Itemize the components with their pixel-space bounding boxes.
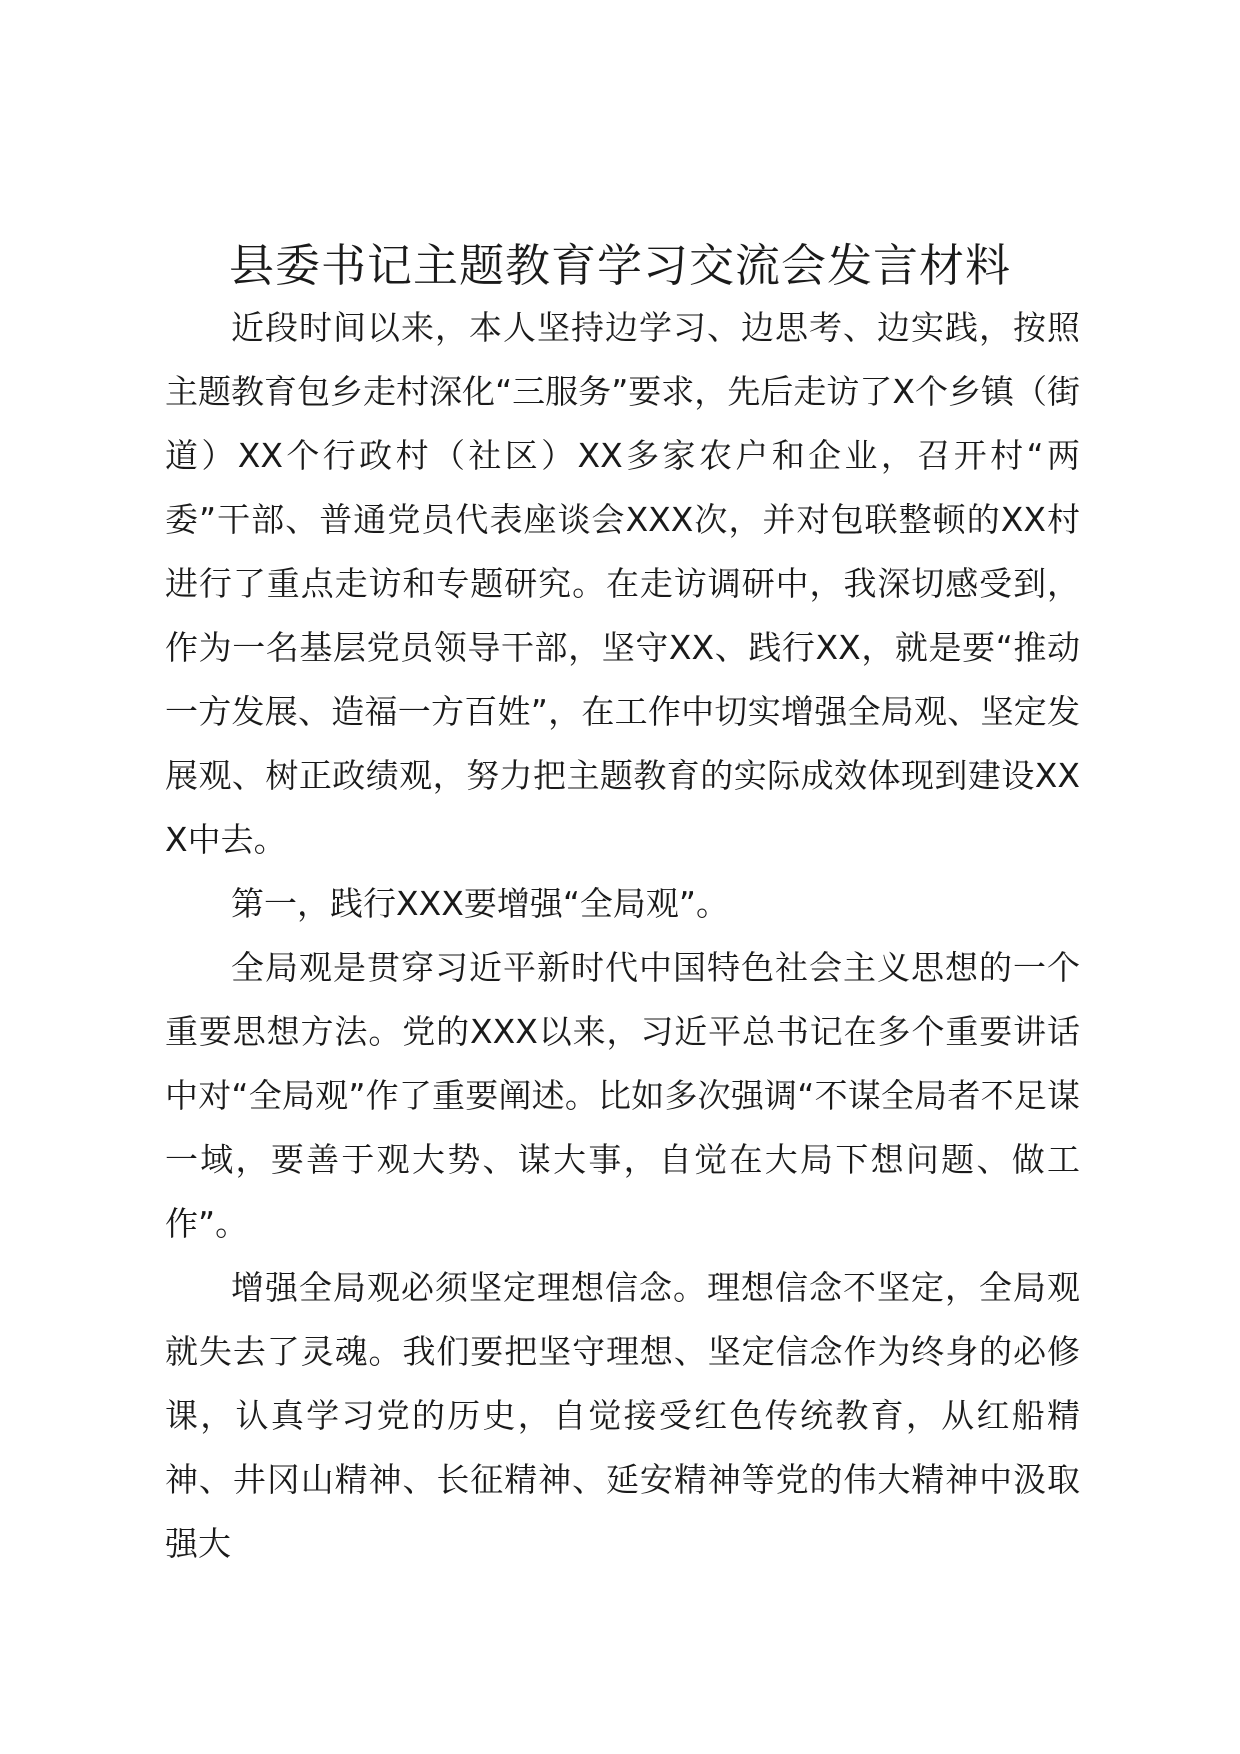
paragraph-global-view: 全局观是贯穿习近平新时代中国特色社会主义思想的一个重要思想方法。党的XXX以来，习近平总书记在多个重要讲话中对“全局观”作了重要阐述。比如多次强调“不谋全局者不足谋一域，要善于观大势、谋大事，自觉在大局下想问题、做工作”。: [165, 948, 1080, 1243]
paragraph-heading-first: 第一，践行XXX要增强“全局观”。: [231, 884, 730, 923]
document-body: [165, 296, 1080, 1576]
paragraph-intro: 近段时间以来，本人坚持边学习、边思考、边实践，按照主题教育包乡走村深化“三服务”要求，先后走访了X个乡镇（街道）XX个行政村（社区）XX多家农户和企业，召开村“两委”干部、普通党员代表座谈会XXX次，并对包联整顿的XX村进行了重点走访和专题研究。在走访调研中，我深切感受到，作为一名基层党员领导干部，坚守XX、践行XX，就是要“推动一方发展、造福一方百姓”，在工作中切实增强全局观、坚定发展观、树正政绩观，努力把主题教育的实际成效体现到建设XXX中去。: [165, 308, 1080, 859]
document-title: 县委书记主题教育学习交流会发言材料: [228, 239, 1011, 292]
paragraph-ideals: 增强全局观必须坚定理想信念。理想信念不坚定，全局观就失去了灵魂。我们要把坚守理想、坚定信念作为终身的必修课，认真学习党的历史，自觉接受红色传统教育，从红船精神、井冈山精神、长征精神、延安精神等党的伟大精神中汲取强大: [165, 1268, 1080, 1563]
